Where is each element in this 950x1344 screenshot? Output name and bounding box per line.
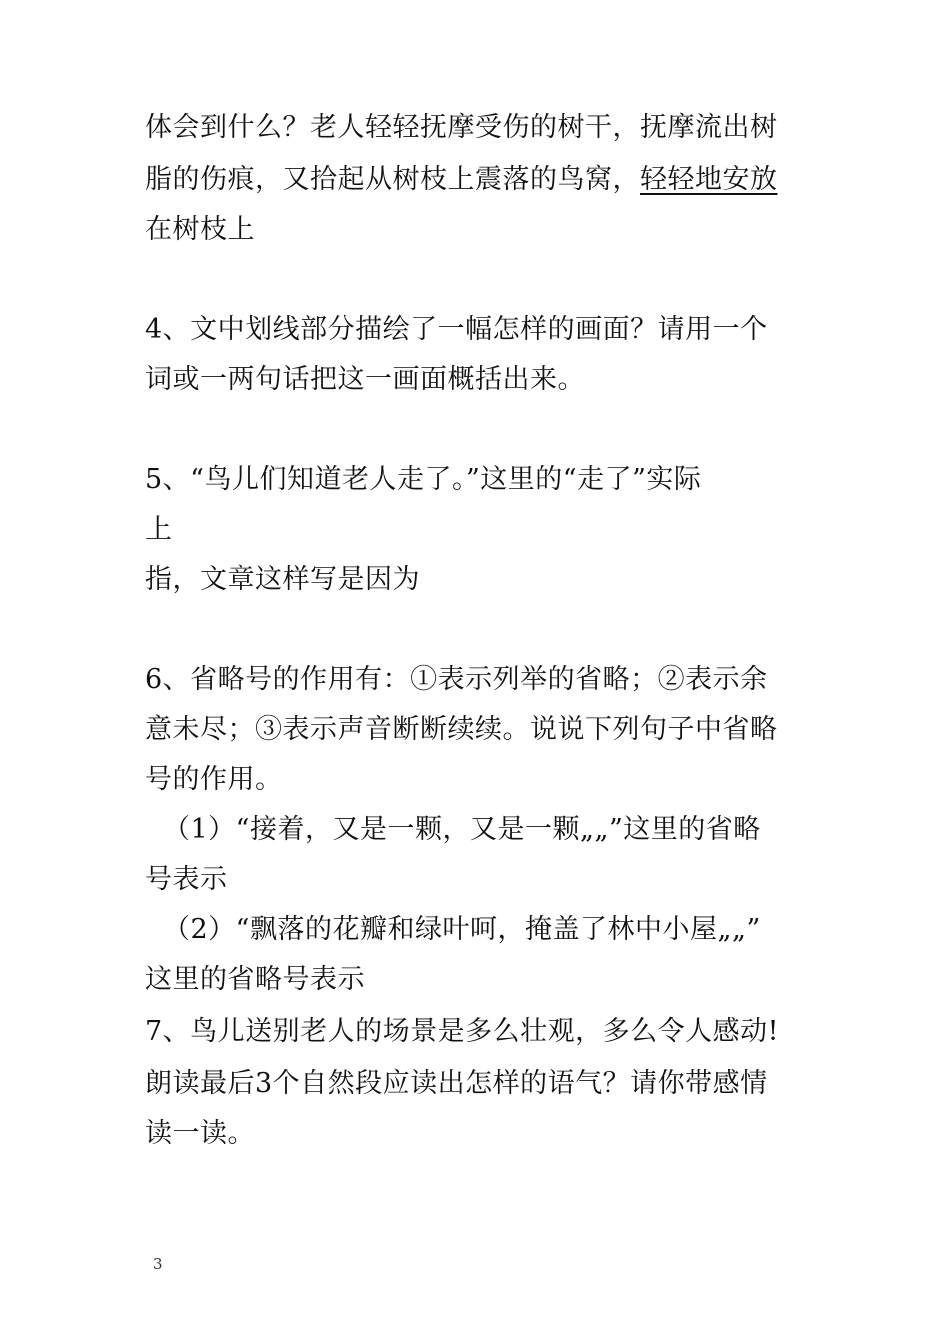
- q7-line-3: 读一读。: [145, 1118, 255, 1149]
- q3-text-line-2: [145, 162, 778, 198]
- q5-line-2: 上: [145, 514, 173, 545]
- q6-sub1-line-2: 号表示: [145, 864, 228, 895]
- q4-line-2: 词或一两句话把这一画面概括出来。: [145, 364, 585, 395]
- q3-underlined-phrase: 轻轻地安放: [640, 164, 778, 195]
- q6-line-2: 意未尽；③表示声音断断续续。说说下列句子中省略: [145, 714, 778, 745]
- page-number: 3: [153, 1255, 163, 1273]
- q3-text-line-2-plain: 脂的伤痕，又拾起从树枝上震落的鸟窝，: [145, 164, 640, 195]
- q7-line-1: 7、鸟儿送别老人的场景是多么壮观，多么令人感动!: [145, 1016, 780, 1047]
- q5-line-3: 指，文章这样写是因为: [145, 564, 420, 595]
- q6-sub2-line-2: 这里的省略号表示: [145, 964, 365, 995]
- document-page: [145, 0, 810, 1344]
- q4-line-1: 4、文中划线部分描绘了一幅怎样的画面？请用一个: [145, 314, 768, 345]
- q3-text-line-3: 在树枝上: [145, 214, 255, 245]
- q3-text-line-1: 体会到什么？老人轻轻抚摩受伤的树干，抚摩流出树: [145, 112, 778, 143]
- q6-line-3: 号的作用。: [145, 764, 283, 795]
- q6-line-1: 6、省略号的作用有：①表示列举的省略；②表示余: [145, 664, 768, 695]
- q5-line-1: 5、“鸟儿们知道老人走了。”这里的“走了”实际: [145, 464, 702, 495]
- q7-line-2: 朗读最后3个自然段应读出怎样的语气？请你带感情: [145, 1068, 768, 1099]
- q6-sub2-line-1: （2）“飘落的花瓣和绿叶呵，掩盖了林中小屋„„”: [163, 914, 761, 945]
- q6-sub1-line-1: （1）“接着，又是一颗，又是一颗„„”这里的省略: [163, 814, 761, 845]
